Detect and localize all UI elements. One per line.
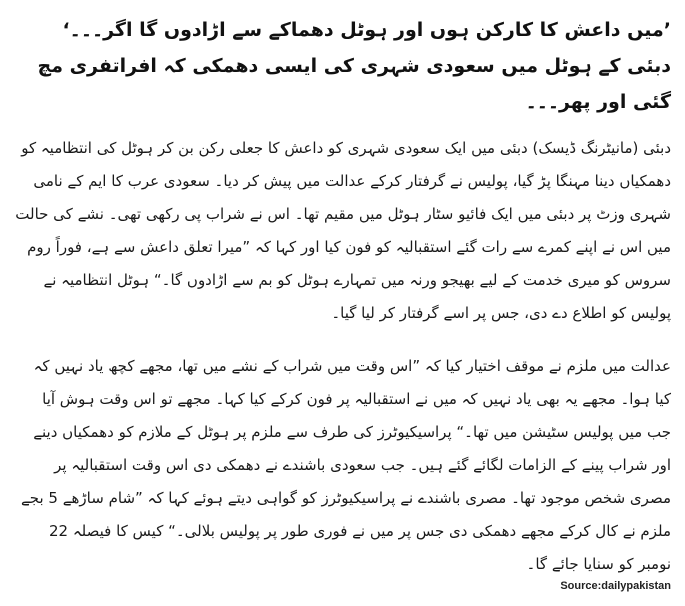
article-paragraph-1: دبئی (مانیٹرنگ ڈیسک) دبئی میں ایک سعودی شہری کو داعش کا جعلی رکن بن کر ہوٹل کی انتظامیہ کو دھمکیاں دینا مہنگا پڑ گیا، پولیس نے گرفتار کرکے عدالت میں پیش کر دیا۔ سعودی عرب کا ایم کے نامی شہری وزٹ پر دبئی میں ایک فائیو سٹار ہوٹل میں مقیم تھا۔ اس نے شراب پی رکھی تھی۔ نشے کی حالت میں اس نے اپنے کمرے سے رات گئے استقبالیہ کو فون کیا اور کہا کہ ”میرا تعلق داعش سے ہے، فوراً روم سروس کو میری خدمت کے لیے بھیجو ورنہ میں تمہارے ہوٹل کو بم سے اڑادوں گا۔“ ہوٹل انتظامیہ نے پولیس کو اطلاع دے دی، جس پر اسے گرفتار کر لیا گیا۔ [15, 139, 671, 322]
article-paragraph-2: عدالت میں ملزم نے موقف اختیار کیا کہ ”اس وقت میں شراب کے نشے میں تھا، مجھے کچھ یاد نہیں کہ کیا ہوا۔ مجھے یہ بھی یاد نہیں کہ میں نے استقبالیہ پر فون کرکے کیا کہا۔ مجھے تو اس وقت ہوش آیا جب میں پولیس سٹیشن میں تھا۔“ پراسیکیوٹرز کی طرف سے ملزم پر ہوٹل کے ملازم کو دھمکیاں دینے اور شراب پینے کے الزامات لگائے گئے ہیں۔ جب سعودی باشندے نے دھمکی دی اس وقت استقبالیہ پر مصری شخص موجود تھا۔ مصری باشندے نے پراسیکیوٹرز کو گواہی دیتے ہوئے کہا کہ ”شام ساڑھے 5 بجے ملزم نے کال کرکے مجھے دھمکی دی جس پر میں نے فوری طور پر پولیس بلالی۔“ کیس کا فیصلہ 22 نومبر کو سنایا جائے گا۔ [21, 357, 671, 573]
article [14, 12, 671, 601]
source-credit: Source:dailypakistan [560, 580, 671, 592]
article-headline: ’میں داعش کا کارکن ہوں اور ہوٹل دھماکے سے اڑادوں گا اگر۔۔۔‘ دبئی کے ہوٹل میں سعودی شہری کی ایسی دھمکی کہ افراتفری مچ گئی اور پھر۔۔۔ [37, 19, 671, 113]
